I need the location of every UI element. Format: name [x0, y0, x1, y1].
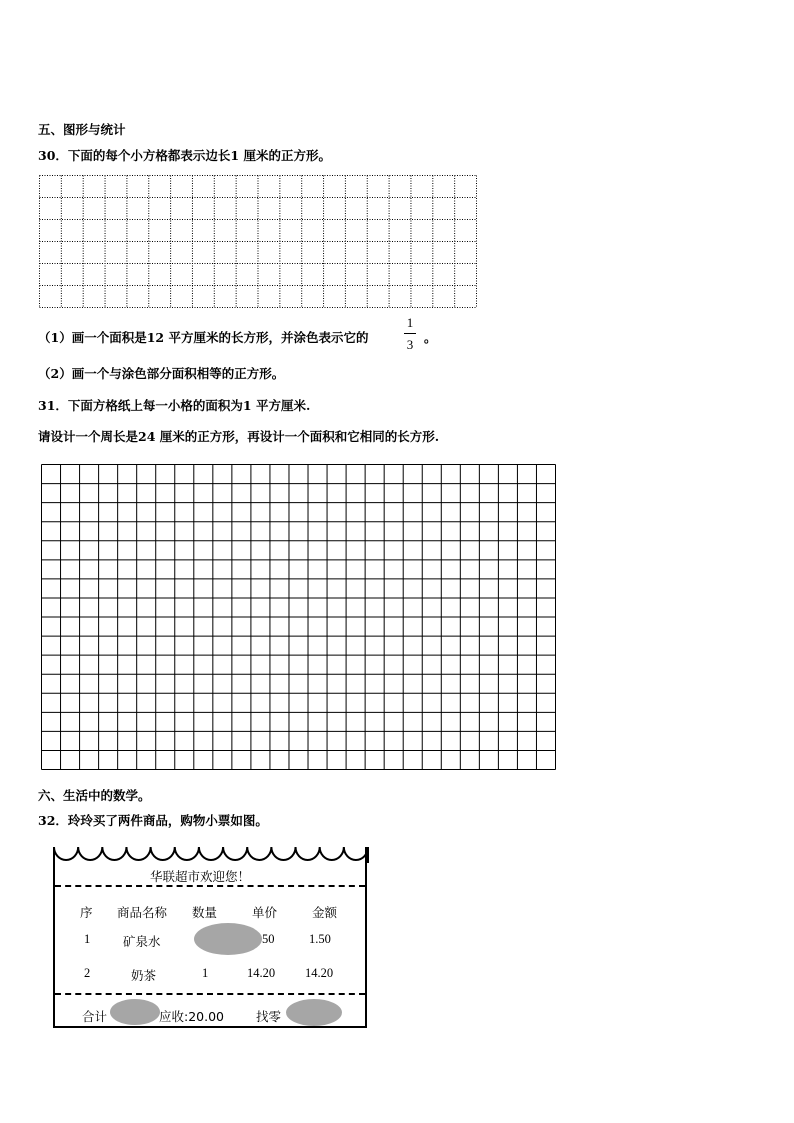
square-grid [41, 464, 556, 770]
question-30-part-1 [38, 328, 368, 346]
header-qty: 数量 [192, 905, 218, 920]
row-2-qty: 1 [202, 966, 209, 980]
question-30-title: 30．下面的每个小方格都表示边长1 厘米的正方形。 [38, 148, 331, 163]
total-obscured [110, 999, 160, 1025]
question-31-title: 31．下面方格纸上每一小格的面积为1 平方厘米. [38, 398, 311, 413]
section-6-heading: 六、生活中的数学。 [38, 788, 151, 803]
row-1-price: 50 [262, 932, 275, 946]
row-2-price: 14.20 [247, 966, 276, 980]
header-price: 单价 [252, 905, 278, 920]
total-label: 合计 [82, 1009, 108, 1024]
fraction-numerator: 1 [406, 315, 414, 330]
change-obscured [286, 999, 342, 1026]
section-5-heading: 五、图形与统计 [38, 122, 126, 137]
question-31-instruction: 请设计一个周长是24 厘米的正方形，再设计一个面积和它相同的长方形. [38, 429, 440, 444]
row-1-qty-obscured [194, 923, 262, 955]
row-2-name: 奶茶 [131, 968, 157, 983]
row-2-amount: 14.20 [305, 966, 334, 980]
fraction-denominator: 3 [406, 337, 414, 352]
change-label: 找零 [256, 1009, 282, 1024]
header-name: 商品名称 [117, 905, 168, 920]
header-amount: 金额 [312, 905, 338, 920]
receipt-divider [55, 885, 365, 887]
store-name: 华联超市欢迎您！ [150, 869, 251, 884]
fraction-bar [404, 333, 416, 334]
dotted-grid [39, 175, 477, 308]
row-1-name: 矿泉水 [123, 934, 161, 949]
header-no: 序 [80, 905, 93, 920]
receipt-divider-bottom [55, 993, 365, 995]
row-2-no: 2 [84, 966, 91, 980]
receipt [53, 847, 367, 1028]
part-1-text: （1）画一个面积是12 平方厘米的长方形，并涂色表示它的 [38, 330, 369, 345]
row-1-amount: 1.50 [309, 932, 331, 946]
row-1-no: 1 [84, 932, 91, 946]
question-32-title: 32．玲玲买了两件商品，购物小票如图。 [38, 813, 268, 828]
due-label: 应收:20.00 [159, 1009, 224, 1024]
question-30-part-2: （2）画一个与涂色部分面积相等的正方形。 [38, 366, 285, 381]
part-1-end: 。 [424, 330, 437, 345]
